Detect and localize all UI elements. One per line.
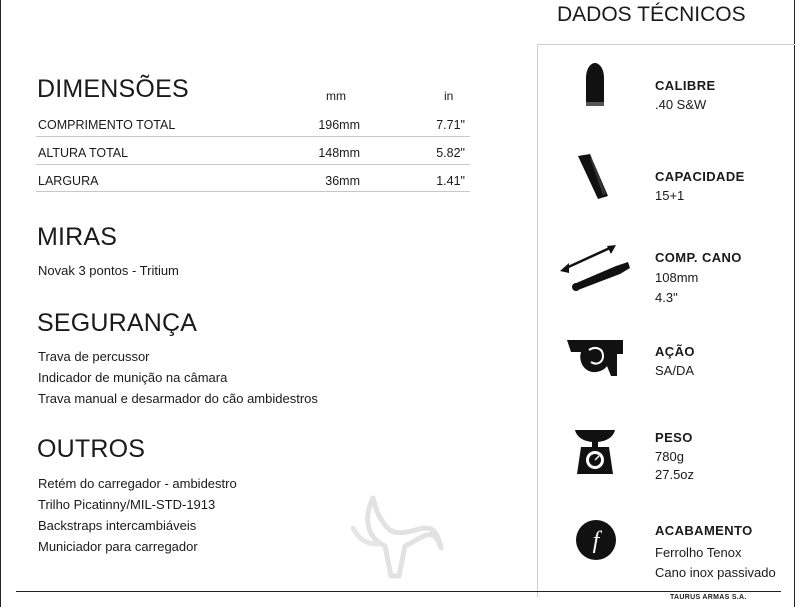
dimension-row-divider: [36, 136, 470, 137]
unit-in-header: in: [444, 89, 454, 103]
trigger-action-icon: [567, 340, 623, 378]
spec-value-peso-g: 780g: [655, 449, 684, 464]
unit-mm-header: mm: [326, 89, 346, 103]
safety-item: Indicador de munição na câmara: [38, 370, 228, 385]
bull-watermark-logo: [345, 488, 445, 580]
others-item: Municiador para carregador: [38, 539, 198, 554]
spec-value-acabamento-2: Cano inox passivado: [655, 565, 776, 580]
page-border-left: [0, 0, 1, 607]
magazine-icon: [576, 152, 612, 200]
dimension-row-in: 5.82": [436, 146, 465, 160]
footer-company: TAURUS ARMAS S.A.: [670, 594, 747, 601]
dimension-row-label: LARGURA: [38, 174, 99, 188]
others-title: OUTROS: [37, 435, 146, 463]
dimensions-title: DIMENSÕES: [37, 75, 189, 103]
dimension-row-in: 1.41": [436, 174, 465, 188]
safety-title: SEGURANÇA: [37, 309, 198, 337]
svg-text:f: f: [592, 528, 600, 554]
others-item: Backstraps intercambiáveis: [38, 518, 197, 533]
spec-label-comp-cano: COMP. CANO: [655, 250, 742, 265]
dimension-row-label: ALTURA TOTAL: [38, 146, 129, 160]
scale-icon: [573, 426, 617, 476]
spec-value-capacidade: 15+1: [655, 188, 685, 203]
footer-rule: [16, 591, 781, 592]
safety-item: Trava de percussor: [38, 349, 150, 364]
spec-value-calibre: .40 S&W: [655, 97, 707, 112]
panel-title: DADOS TÉCNICOS: [557, 3, 746, 26]
spec-label-capacidade: CAPACIDADE: [655, 169, 745, 184]
dimension-row-label: COMPRIMENTO TOTAL: [38, 118, 176, 132]
barrel-icon: [560, 244, 632, 292]
safety-item: Trava manual e desarmador do cão ambidestros: [38, 391, 318, 406]
spec-value-comp-cano-mm: 108mm: [655, 270, 699, 285]
spec-value-acao: SA/DA: [655, 363, 695, 378]
technical-data-panel: [537, 44, 795, 597]
dimension-row-mm: 148mm: [318, 146, 360, 160]
dimension-row-mm: 36mm: [325, 174, 360, 188]
dimension-row-divider: [36, 164, 470, 165]
spec-value-comp-cano-in: 4.3": [655, 290, 678, 305]
dimension-row-divider: [36, 191, 470, 192]
dimension-row-in: 7.71": [436, 118, 465, 132]
spec-value-acabamento-1: Ferrolho Tenox: [655, 545, 742, 560]
bullet-icon: [583, 62, 607, 108]
spec-label-acabamento: ACABAMENTO: [655, 523, 753, 538]
sights-title: MIRAS: [37, 223, 118, 251]
spec-label-acao: AÇÃO: [655, 344, 695, 359]
others-item: Trilho Picatinny/MIL-STD-1913: [38, 497, 216, 512]
spec-value-peso-oz: 27.5oz: [655, 467, 695, 482]
spec-label-peso: PESO: [655, 430, 693, 445]
dimension-row-mm: 196mm: [318, 118, 360, 132]
finish-icon: [575, 519, 617, 561]
sights-item: Novak 3 pontos - Tritium: [38, 263, 179, 278]
others-item: Retém do carregador - ambidestro: [38, 476, 237, 491]
spec-label-calibre: CALIBRE: [655, 78, 716, 93]
